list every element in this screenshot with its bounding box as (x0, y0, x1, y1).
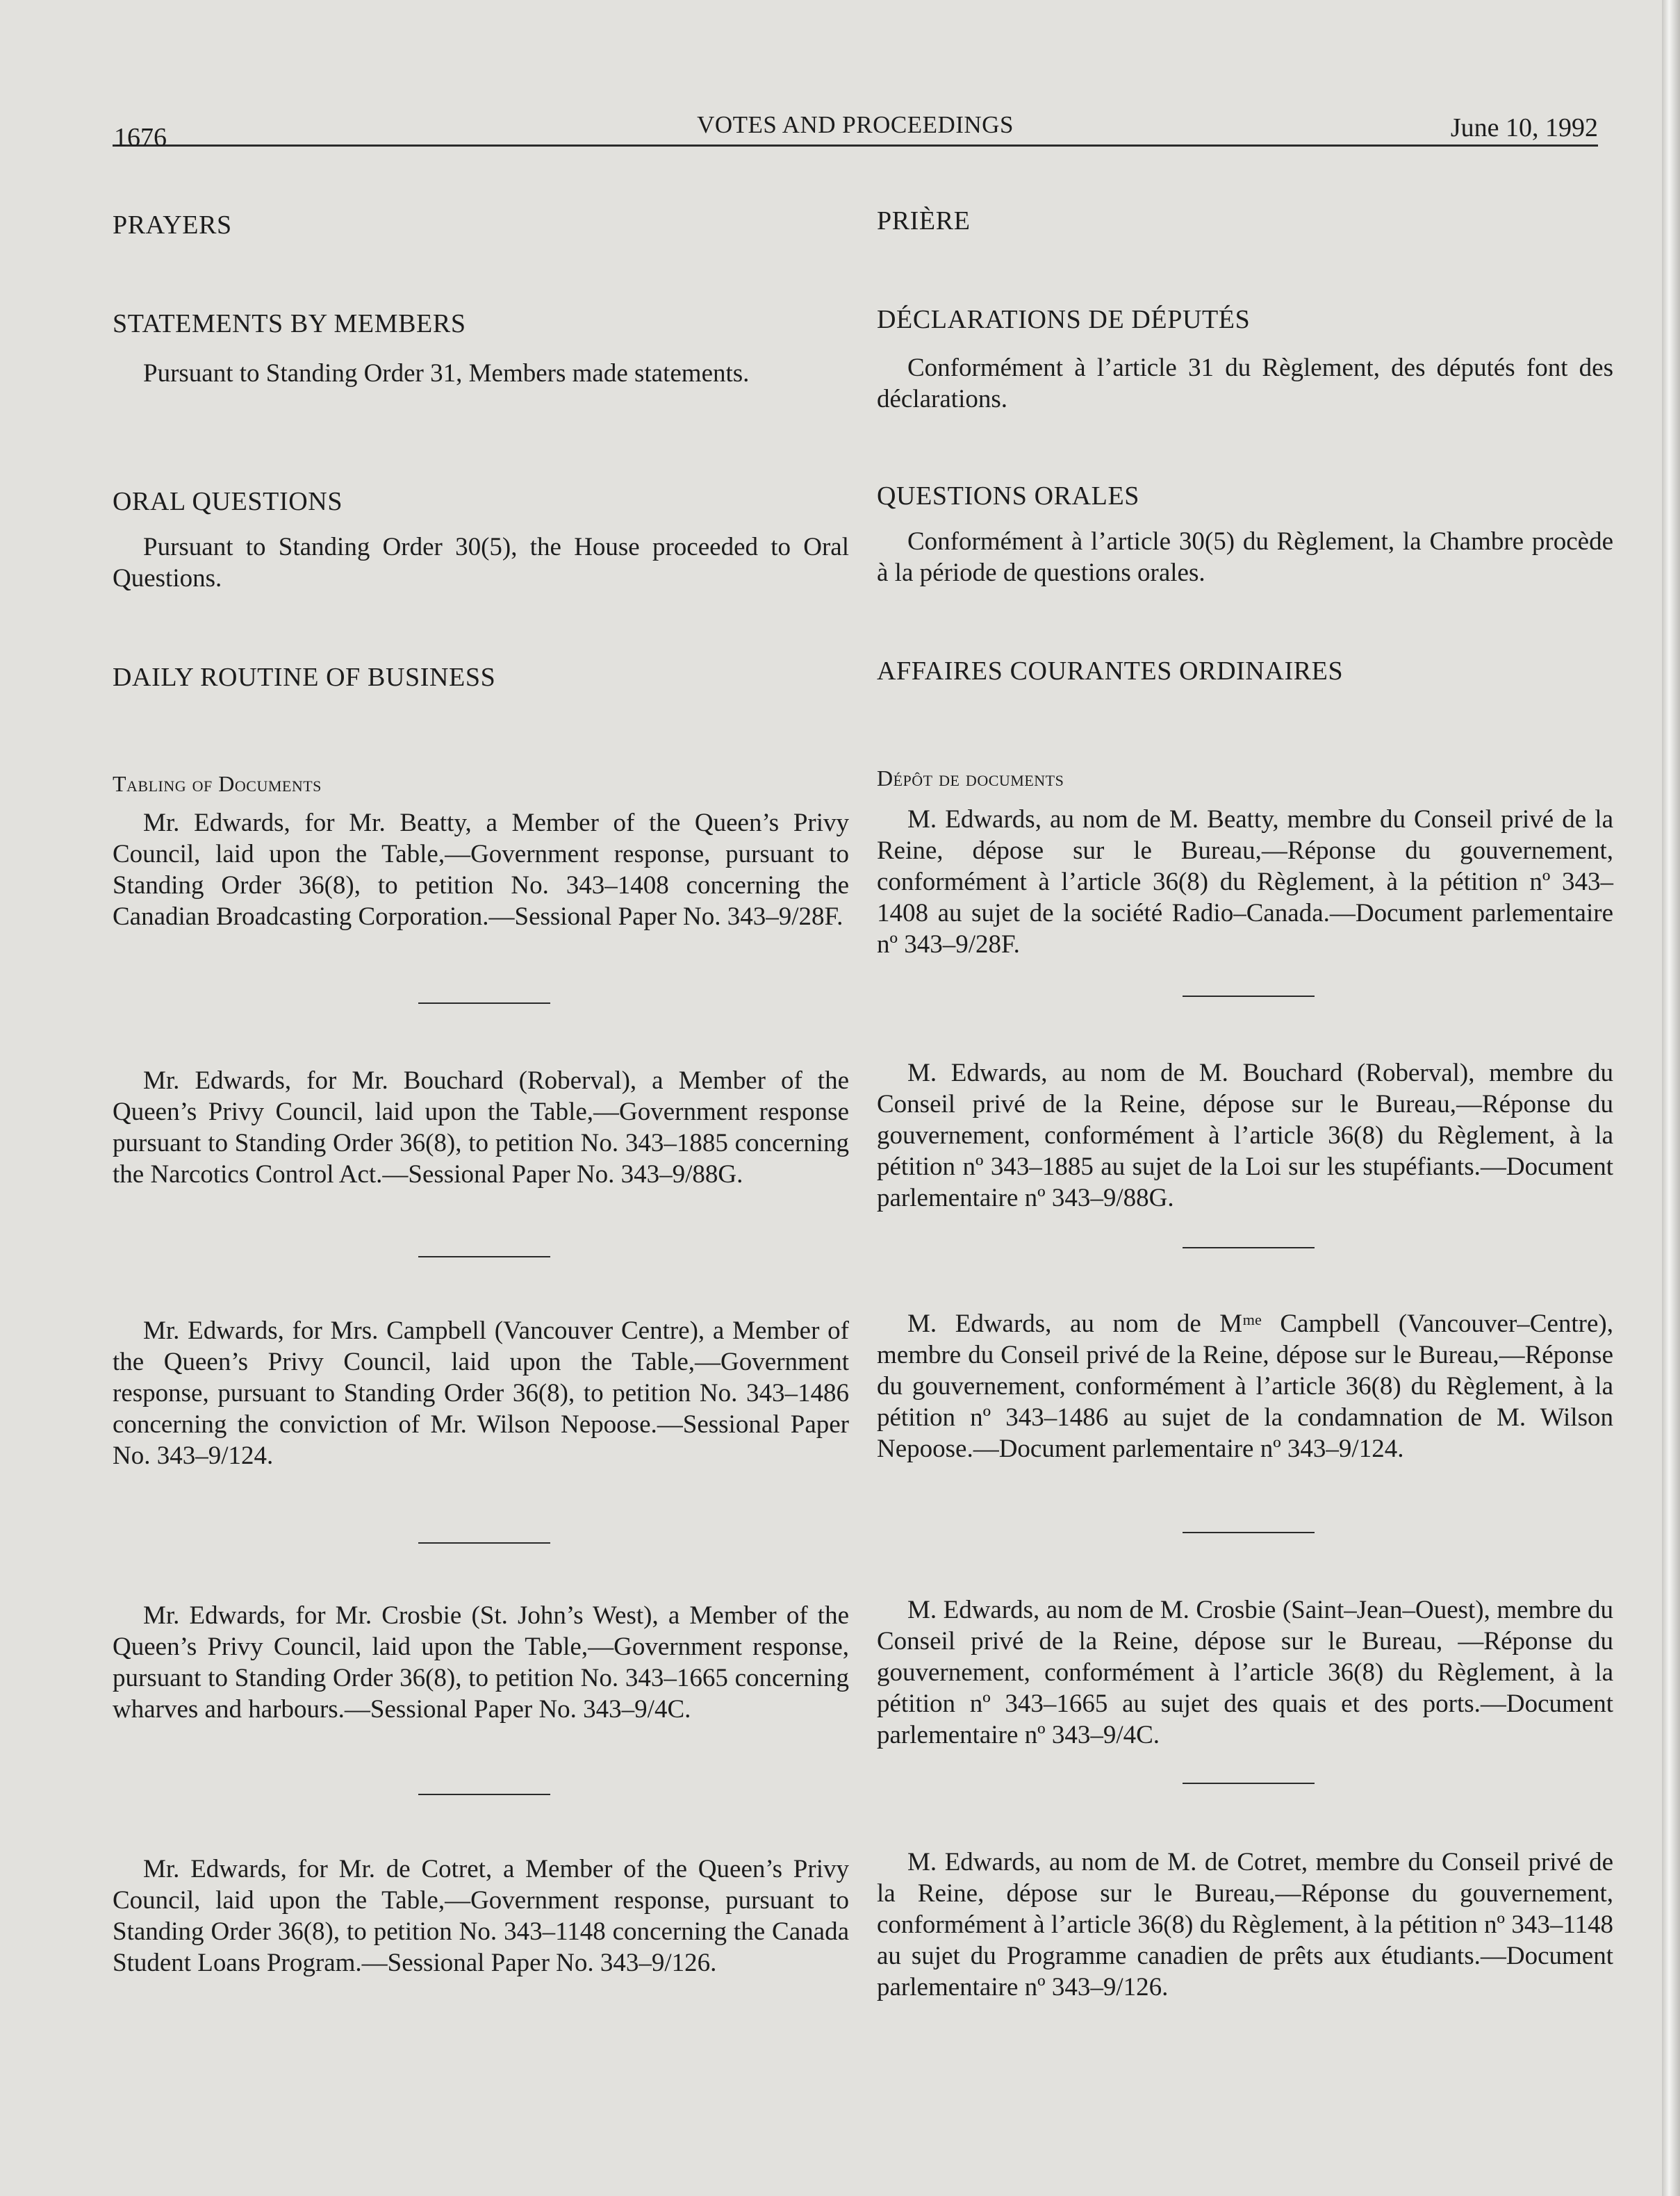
prayers-heading: PRAYERS (113, 210, 232, 240)
page-header (113, 104, 1598, 152)
tabling-entry-fr: M. Edwards, au nom de M. Bouchard (Roberval), membre du Conseil privé de la Reine, dépose sur le Bureau,—Réponse du gouvernement, conformément à l’article 36(8) du Règlement, à la pétition nº 343–1885 au sujet de la Loi sur les stupéfiants.—Document parlementaire nº 343–9/88G. (877, 1059, 1613, 1212)
tabling-heading: Tabling of Documents (113, 771, 322, 796)
tabling-entry: Mr. Edwards, for Mr. de Cotret, a Member of the Queen’s Privy Council, laid upon the Table,—Government response, pursuant to Standing Order 36(8), to petition No. 343–1148 concerning the Canada Student Loans Program.—Sessional Paper No. 343–9/126. (113, 1855, 849, 1977)
statements-heading-fr: DÉCLARATIONS DE DÉPUTÉS (877, 305, 1251, 334)
separator-rule (1183, 1247, 1315, 1248)
tabling-heading-fr: Dépôt de documents (877, 766, 1064, 791)
tabling-entry-fr: M. Edwards, au nom de M. Beatty, membre du Conseil privé de la Reine, dépose sur le Bureau,—Réponse du gouvernement, conformément à l’article 36(8) du Règlement, à la pétition nº 343–1408 au sujet de la société Radio–Canada.—Document parlementaire nº 343–9/28F. (877, 805, 1613, 959)
page-edge (1662, 0, 1680, 2196)
separator-rule (1183, 996, 1315, 997)
routine-heading: DAILY ROUTINE OF BUSINESS (113, 663, 496, 692)
tabling-entry: Mr. Edwards, for Mrs. Campbell (Vancouver Centre), a Member of the Queen’s Privy Council, laid upon the Table,—Government response, pursuant to Standing Order 36(8), to petition No. 343–1486 concerning the conviction of Mr. Wilson Nepoose.—Sessional Paper No. 343–9/124. (113, 1316, 849, 1470)
separator-rule (1183, 1532, 1315, 1533)
routine-heading-fr: AFFAIRES COURANTES ORDINAIRES (877, 657, 1344, 686)
oral-questions-heading: ORAL QUESTIONS (113, 487, 343, 516)
tabling-entry-fr: M. Edwards, au nom de M. de Cotret, membre du Conseil privé de la Reine, dépose sur le Bureau,—Réponse du gouvernement, conformément à l’article 36(8) du Règlement, à la pétition nº 343–1148 au sujet du Programme canadien de prêts aux étudiants.—Document parlementaire nº 343–9/126. (877, 1848, 1613, 2001)
prayers-heading-fr: PRIÈRE (877, 206, 971, 236)
tabling-entry: Mr. Edwards, for Mr. Crosbie (St. John’s West), a Member of the Queen’s Privy Council, laid upon the Table,—Government response, pursuant to Standing Order 36(8), to petition No. 343–1665 concerning wharves and harbours.—Sessional Paper No. 343–9/4C. (113, 1601, 849, 1724)
running-title: VOTES AND PROCEEDINGS (697, 111, 1014, 138)
tabling-entry-fr: M. Edwards, au nom de M. Crosbie (Saint–Jean–Ouest), membre du Conseil privé de la Reine, dépose sur le Bureau, —Réponse du gouvernement, conformément à l’article 36(8) du Règlement, à la pétition nº 343–1665 au sujet des quais et des ports.—Document parlementaire nº 343–9/4C. (877, 1596, 1613, 1749)
tabling-entry-fr: M. Edwards, au nom de Mᵐᵉ Campbell (Vancouver–Centre), membre du Conseil privé de la Reine, dépose sur le Bureau,—Réponse du gouvernement, conformément à l’article 36(8) du Règlement, à la pétition nº 343–1486 au sujet de la condamnation de M. Wilson Nepoose.—Document parlementaire nº 343–9/124. (877, 1310, 1613, 1463)
page-number: 1676 (114, 123, 167, 152)
separator-rule (418, 1256, 550, 1257)
statements-text-fr: Conformément à l’article 31 du Règlement, des députés font des déclarations. (877, 354, 1613, 413)
separator-rule (418, 1794, 550, 1795)
tabling-entry: Mr. Edwards, for Mr. Bouchard (Roberval), a Member of the Queen’s Privy Council, laid upon the Table,—Government response pursuant to Standing Order 36(8), to petition No. 343–1885 concerning the Narcotics Control Act.—Sessional Paper No. 343–9/88G. (113, 1066, 849, 1189)
statements-text: Pursuant to Standing Order 31, Members made statements. (143, 359, 750, 388)
oral-questions-text: Pursuant to Standing Order 30(5), the House proceeded to Oral Questions. (113, 533, 849, 593)
oral-questions-text-fr: Conformément à l’article 30(5) du Règlement, la Chambre procède à la période de questions orales. (877, 527, 1613, 587)
separator-rule (418, 1002, 550, 1004)
separator-rule (1183, 1783, 1315, 1784)
tabling-entry: Mr. Edwards, for Mr. Beatty, a Member of the Queen’s Privy Council, laid upon the Table,—Government response, pursuant to Standing Order 36(8), to petition No. 343–1408 concerning the Canadian Broadcasting Corporation.—Sessional Paper No. 343–9/28F. (113, 809, 849, 931)
header-date: June 10, 1992 (1450, 113, 1598, 142)
separator-rule (418, 1542, 550, 1544)
statements-heading: STATEMENTS BY MEMBERS (113, 309, 466, 338)
oral-questions-heading-fr: QUESTIONS ORALES (877, 481, 1140, 511)
